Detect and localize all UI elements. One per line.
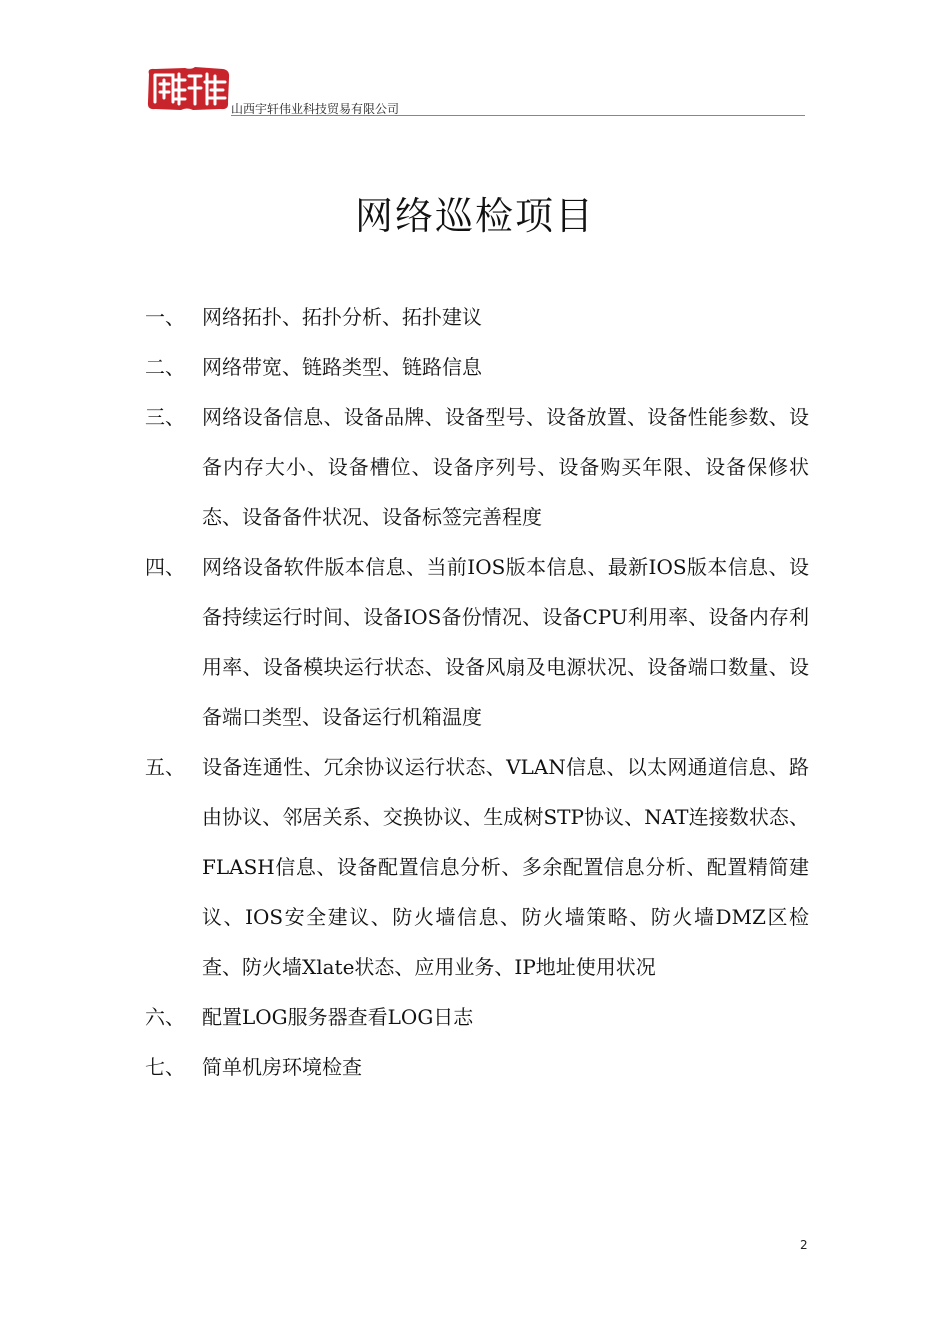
- item-number: 六、: [145, 1005, 185, 1029]
- item-number: 七、: [145, 1055, 185, 1079]
- company-logo-seal: [145, 66, 231, 112]
- list-item: [145, 742, 809, 992]
- document-title: 网络巡检项目: [354, 194, 595, 239]
- item-number: 二、: [145, 355, 185, 379]
- header-divider: [231, 115, 805, 116]
- list-item: [145, 392, 809, 542]
- list-item: [145, 542, 809, 742]
- item-text: 网络设备信息、设备品牌、设备型号、设备放置、设备性能参数、设备内存大小、设备槽位、设备序列号、设备购买年限、设备保修状态、设备备件状况、设备标签完善程度: [202, 405, 809, 529]
- item-number: 五、: [145, 755, 185, 779]
- item-number: 四、: [145, 555, 185, 579]
- item-number: 一、: [145, 305, 185, 329]
- item-number: 三、: [145, 405, 185, 429]
- company-name: 山西宇轩伟业科技贸易有限公司: [231, 102, 400, 116]
- page-number: 2: [800, 1238, 808, 1252]
- inspection-item-list: [145, 292, 809, 1092]
- item-text: 网络设备软件版本信息、当前IOS版本信息、最新IOS版本信息、设备持续运行时间、设备IOS备份情况、设备CPU利用率、设备内存利用率、设备模块运行状态、设备风扇及电源状况、设备端口数量、设备端口类型、设备运行机箱温度: [202, 555, 809, 729]
- item-text: 配置LOG服务器查看LOG日志: [202, 1005, 474, 1029]
- list-item: [145, 1042, 809, 1092]
- item-text: 网络带宽、链路类型、链路信息: [202, 355, 482, 379]
- page-header: [145, 66, 805, 114]
- item-text: 网络拓扑、拓扑分析、拓扑建议: [202, 305, 482, 329]
- list-item: [145, 292, 809, 342]
- item-text: 简单机房环境检查: [202, 1055, 362, 1079]
- list-item: [145, 992, 809, 1042]
- item-text: 设备连通性、冗余协议运行状态、VLAN信息、以太网通道信息、路由协议、邻居关系、交换协议、生成树STP协议、NAT连接数状态、FLASH信息、设备配置信息分析、多余配置信息分析、配置精简建议、IOS安全建议、防火墙信息、防火墙策略、防火墙DMZ区检查、防火墙Xlate状态、应用业务、IP地址使用状况: [202, 755, 809, 979]
- list-item: [145, 342, 809, 392]
